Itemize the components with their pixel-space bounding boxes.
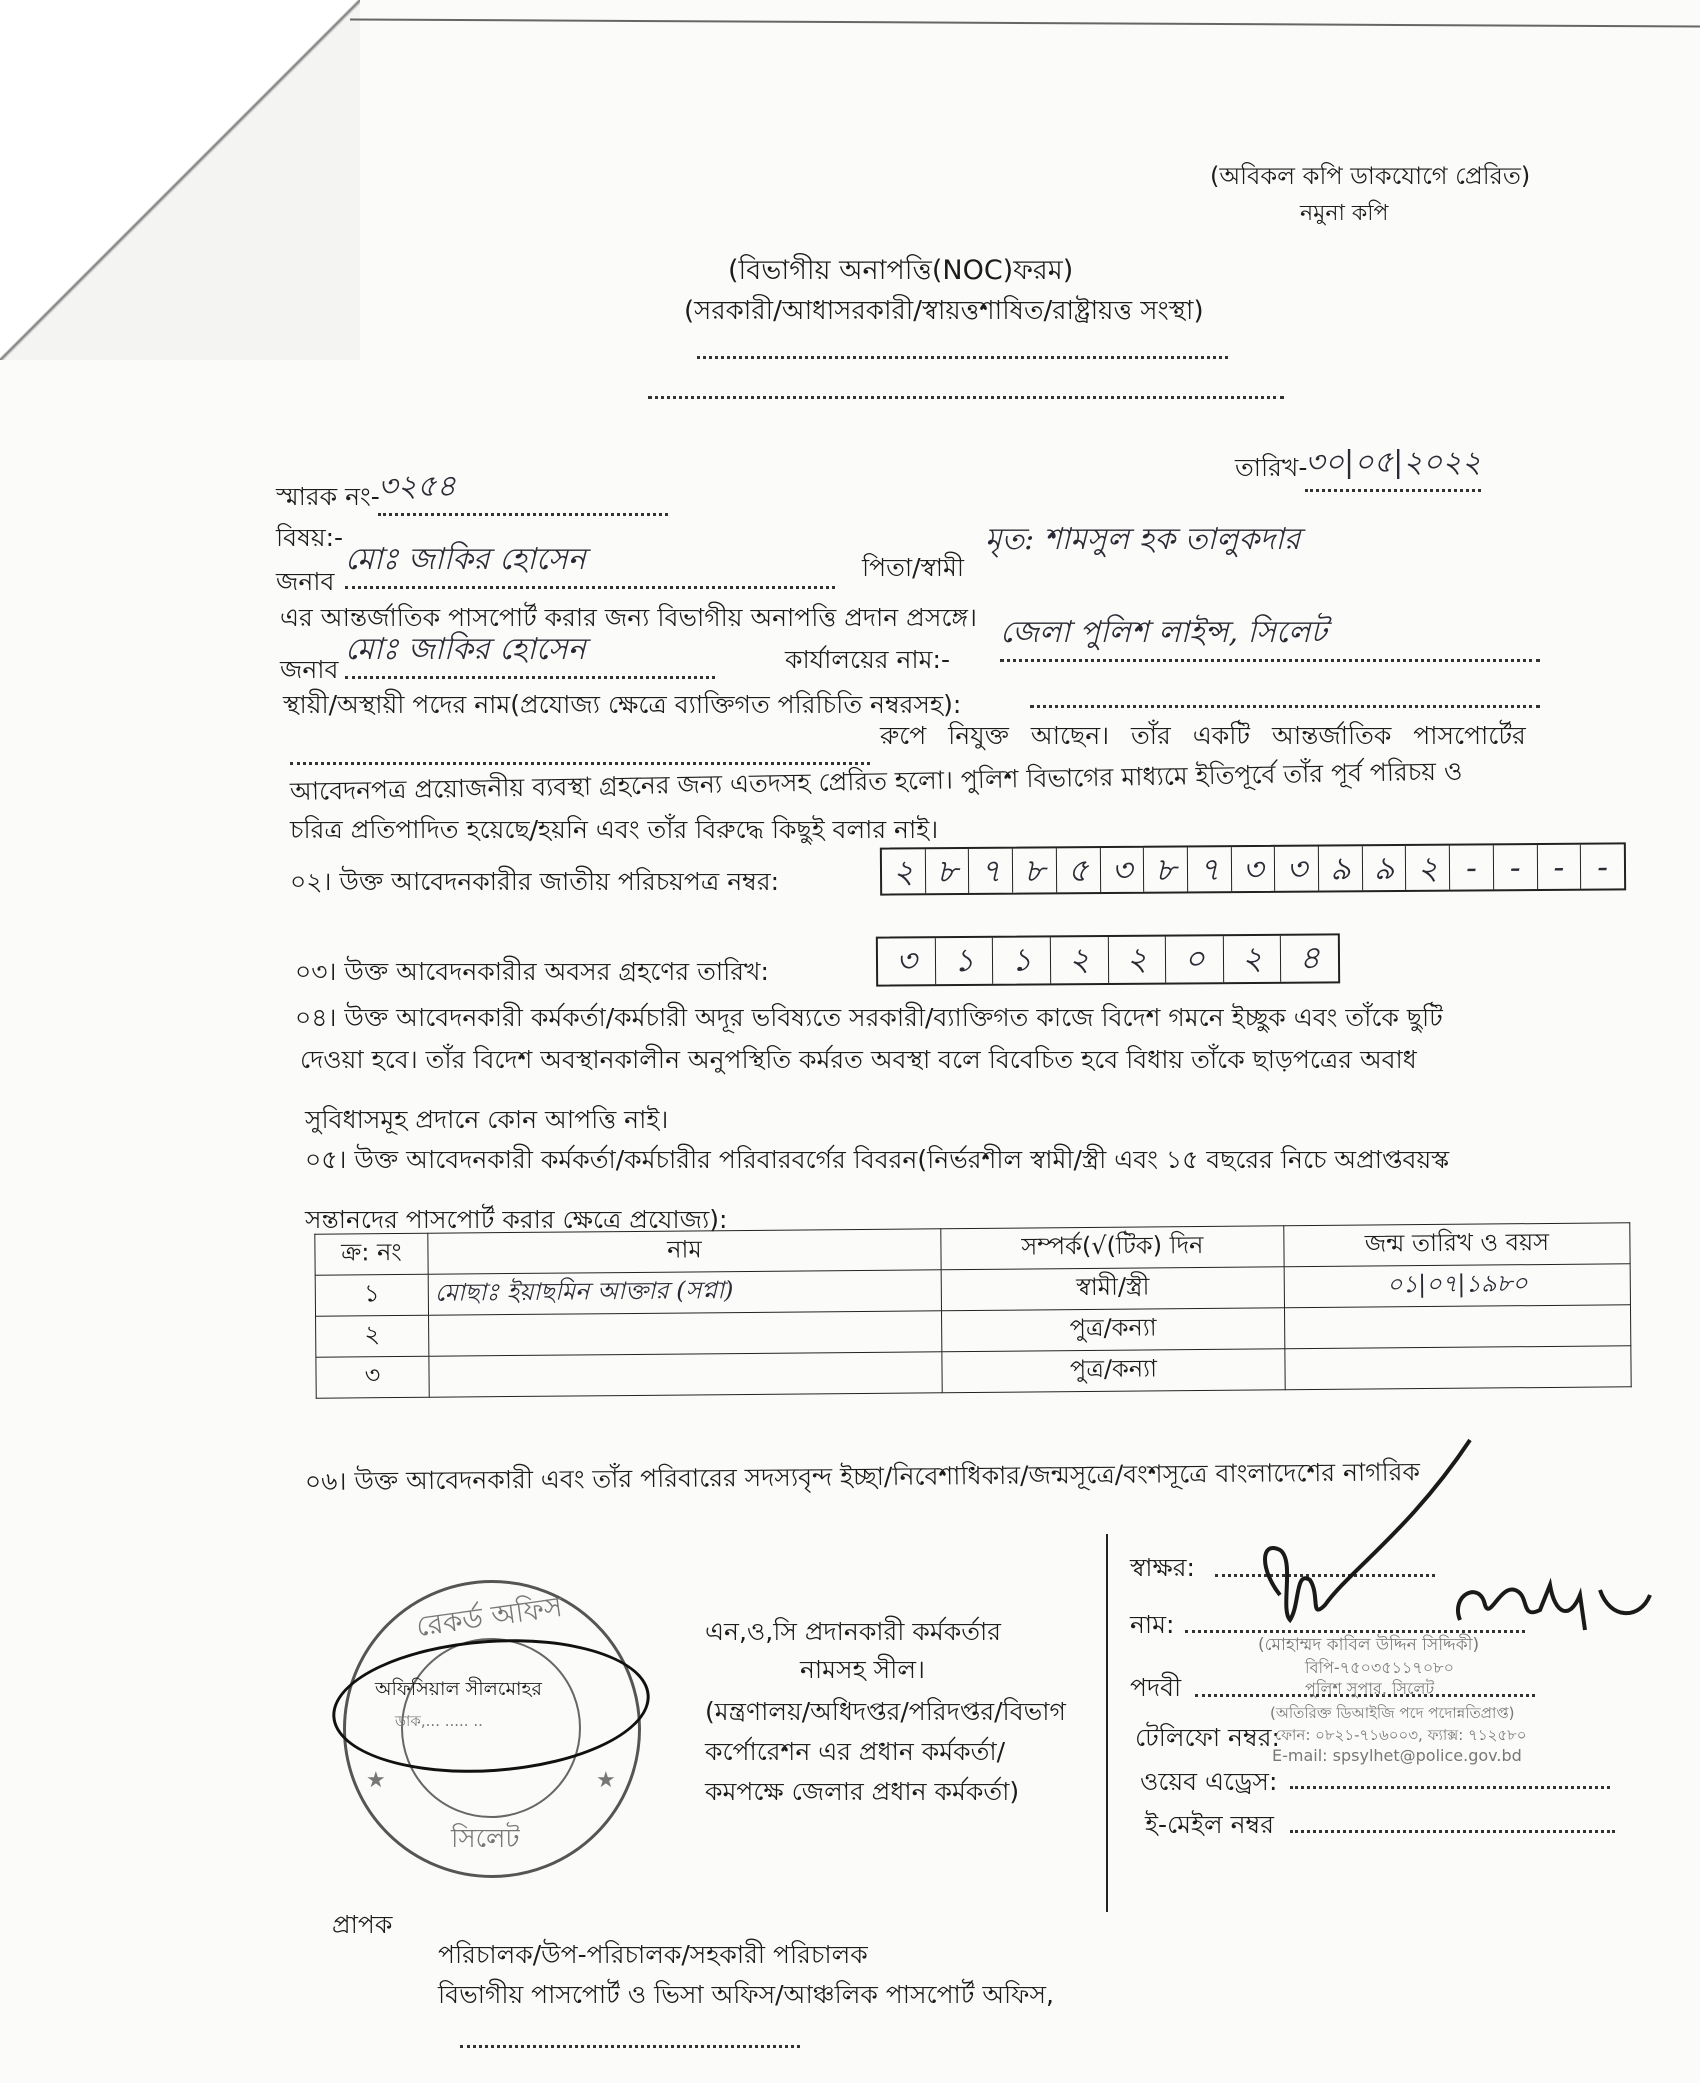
digit-box: ৩ [1275, 847, 1319, 891]
clause-04-line-3: সুবিধাসমূহ প্রদানে কোন আপত্তি নাই। [305, 1105, 669, 1134]
digit-box: ১ [935, 938, 993, 984]
email-field [1290, 1830, 1615, 1833]
officer-stamp-designation: পুলিশ সুপার, সিলেট [1305, 1679, 1435, 1698]
cell-dob [1285, 1346, 1631, 1390]
post-field[interactable] [1030, 705, 1540, 708]
folded-corner [0, 0, 360, 360]
digit-box: ২ [882, 849, 926, 893]
sample-copy: নমুনা কপি [1300, 201, 1389, 226]
form-title: (বিভাগীয় অনাপত্তি(NOC)ফরম) [728, 255, 1074, 286]
cell-relation: পুত্র/কন্যা [942, 1349, 1285, 1393]
form-subtitle: (সরকারী/আধাসরকারী/স্বায়ত্তশাষিত/রাষ্ট্রায়ত্ত সংস্থা) [684, 296, 1204, 326]
recipient-line-1: পরিচালক/উপ-পরিচালক/সহকারী পরিচালক [438, 1940, 868, 1969]
seal-caption-4: কর্পোরেশন এর প্রধান কর্মকর্তা/ [705, 1737, 1006, 1766]
digit-box: ৯ [1363, 846, 1407, 890]
digit-box: ২ [1224, 936, 1282, 982]
cell-serial: ২ [316, 1315, 429, 1357]
web-field [1290, 1786, 1610, 1789]
stamp-top-text: রেকর্ড অফিস [414, 1589, 565, 1644]
clause-04-line-1: ০৪। উক্ত আবেদনকারী কর্মকর্তা/কর্মচারী অদূর ভবিষ্যতে সরকারী/ব্যাক্তিগত কাজে বিদেশ গমনে ইচ্ছুক এবং তাঁকে ছুটি [295, 1003, 1443, 1032]
post-label: স্থায়ী/অস্থায়ী পদের নাম(প্রযোজ্য ক্ষেত্রে ব্যাক্তিগত পরিচিতি নম্বরসহ): [283, 690, 962, 719]
digit-box: ৩ [878, 938, 936, 984]
para-1: রুপে নিযুক্ত আছেন। তাঁর একটি আন্তর্জাতিক পাসপোর্টের [880, 721, 1526, 750]
memo-value: ৩২৫৪ [378, 462, 668, 516]
officer-stamp-bp: বিপি-৭৫০৩৫১১৭০৮০ [1305, 1658, 1455, 1677]
seal-caption-5: কমপক্ষে জেলার প্রধান কর্মকর্তা) [705, 1777, 1020, 1806]
nid-label: ০২। উক্ত আবেদনকারীর জাতীয় পরিচয়পত্র নম্বর: [290, 867, 780, 896]
cell-name [429, 1311, 942, 1356]
recipient-label: প্রাপক [332, 1910, 393, 1939]
recipient-office-field [460, 2045, 800, 2048]
col-header-dob: জন্ম তারিখ ও বয়স [1284, 1223, 1630, 1267]
para-2: আবেদনপত্র প্রয়োজনীয় ব্যবস্থা গ্রহনের জন্য এতদসহ প্রেরিত হলো। পুলিশ বিভাগের মাধ্যমে ইতিপূর্বে তাঁর পূর্ব পরিচয় ও [289, 756, 1463, 806]
cell-name [429, 1352, 942, 1397]
cell-relation: পুত্র/কন্যা [942, 1308, 1285, 1352]
name-label: নাম: [1130, 1610, 1175, 1639]
signature-label: স্বাক্ষর: [1130, 1553, 1195, 1582]
digit-box: ৮ [926, 849, 970, 893]
seal-caption-2: নামসহ সীল। [800, 1655, 925, 1684]
dotted-line [648, 396, 1284, 399]
retirement-date-boxes [876, 933, 1340, 986]
digit-box: - [1537, 845, 1581, 889]
cell-dob [1284, 1305, 1630, 1349]
cell-dob: ০১|০৭|১৯৮০ [1284, 1264, 1630, 1308]
digit-box: ৩ [1100, 848, 1144, 892]
col-header-serial: ক্র: নং [315, 1233, 428, 1275]
applicant-name: মোঃ জাকির হোসেন [345, 535, 835, 589]
cell-relation: স্বামী/স্ত্রী [941, 1267, 1284, 1311]
digit-box: ৮ [1144, 847, 1188, 891]
digit-box: ৯ [1319, 846, 1363, 890]
dotted-line [697, 356, 1228, 359]
signature [1200, 1420, 1700, 1650]
digit-box: ০ [1166, 936, 1224, 982]
col-header-name: নাম [428, 1229, 941, 1274]
cell-name: মোছাঃ ইয়াছমিন আক্তার (সপ্না) [428, 1270, 941, 1315]
family-table [314, 1222, 1631, 1398]
applicant-name-2: মোঃ জাকির হোসেন [345, 625, 715, 679]
officer-stamp-promotion: (অতিরিক্ত ডিআইজি পদে পদোন্নতিপ্রাপ্ত) [1270, 1704, 1515, 1722]
date-label: তারিখ- [1235, 453, 1308, 482]
web-label: ওয়েব এড্রেস: [1140, 1767, 1278, 1796]
digit-box: ৫ [1057, 848, 1101, 892]
date-value: ৩০|০৫|২০২২ [1305, 438, 1481, 492]
email-label: ই-মেইল নম্বর [1145, 1810, 1275, 1839]
nid-number-boxes [880, 842, 1626, 895]
cell-serial: ১ [315, 1274, 428, 1316]
seal-caption-1: এন,ও,সি প্রদানকারী কর্মকর্তার [705, 1617, 1002, 1646]
col-header-relation: সম্পর্ক(√(টিক) দিন [941, 1226, 1284, 1270]
recipient-line-2: বিভাগীয় পাসপোর্ট ও ভিসা অফিস/আঞ্চলিক পাসপোর্ট অফিস, [438, 1980, 1054, 2009]
office-stamp: রেকর্ড অফিস সিলেট ★ ★ [343, 1580, 641, 1878]
seal-dak: ডাক,... ..... .. [395, 1712, 483, 1730]
page-edge [350, 18, 1700, 27]
copy-note: (অবিকল কপি ডাকযোগে প্রেরিত) [1210, 162, 1531, 190]
designation-label: পদবী [1130, 1673, 1182, 1702]
official-seal-label: অফিসিয়াল সীলমোহর [375, 1678, 542, 1700]
digit-box: ৩ [1231, 847, 1275, 891]
clause-05-line-2: সন্তানদের পাসপোর্ট করার ক্ষেত্রে প্রযোজ্য): [305, 1205, 728, 1234]
digit-box: ২ [1406, 846, 1450, 890]
digit-box: ২ [1051, 937, 1109, 983]
digit-box: ২ [1108, 937, 1166, 983]
digit-box: ১ [993, 937, 1051, 983]
divider [1106, 1534, 1108, 1912]
digit-box: - [1597, 847, 1609, 886]
mr-label-2: জনাব [280, 655, 339, 684]
digit-box: ৭ [1188, 847, 1232, 891]
clause-06: ০৬। উক্ত আবেদনকারী এবং তাঁর পরিবারের সদস্যবৃন্দ ইচ্ছা/নিবেশাধিকার/জন্মসূত্রে/বংশসূত্রে বাংলাদেশের নাগরিক [304, 1457, 1421, 1496]
father-label: পিতা/স্বামী [862, 553, 965, 582]
digit-box: - [1450, 845, 1494, 889]
digit-box: ৮ [1013, 848, 1057, 892]
retirement-label: ০৩। উক্ত আবেদনকারীর অবসর গ্রহণের তারিখ: [295, 957, 769, 986]
officer-stamp-phone: ফোন: ০৮২১-৭১৬০০৩, ফ্যাক্স: ৭১২৫৮০ [1275, 1726, 1527, 1744]
clause-05-line-1: ০৫। উক্ত আবেদনকারী কর্মকর্তা/কর্মচারীর পরিবারবর্গের বিবরন(নির্ভরশীল স্বামী/স্ত্রী এবং ১৫ বছরের নিচে অপ্রাপ্তবয়স্ক [305, 1145, 1450, 1174]
phone-label: টেলিফো নম্বর: [1135, 1723, 1280, 1752]
seal-caption-3: (মন্ত্রণালয়/অধিদপ্তর/পরিদপ্তর/বিভাগ [705, 1697, 1066, 1726]
digit-box: ৪ [1299, 938, 1321, 977]
clause-04-line-2: দেওয়া হবে। তাঁর বিদেশ অবস্থানকালীন অনুপস্থিতি কর্মরত অবস্থা বলে বিবেচিত হবে বিধায় তাঁকে ছাড়পত্রের অবাধ [300, 1045, 1417, 1074]
stamp-bottom-text: সিলেট [451, 1824, 520, 1854]
subject-label: বিষয়:- [276, 523, 344, 552]
subject-line: এর আন্তর্জাতিক পাসপোর্ট করার জন্য বিভাগীয় অনাপত্তি প্রদান প্রসঙ্গে। [280, 603, 977, 632]
digit-box: ৭ [969, 849, 1013, 893]
memo-label: স্মারক নং- [276, 482, 380, 511]
digit-box: - [1494, 845, 1538, 889]
cell-serial: ৩ [316, 1356, 429, 1398]
office-name: জেলা পুলিশ লাইন্স, সিলেট [1000, 608, 1540, 662]
officer-stamp-email: E-mail: spsylhet@police.gov.bd [1272, 1746, 1522, 1765]
mr-label: জনাব [276, 567, 335, 596]
office-label: কার্যালয়ের নাম:- [785, 645, 950, 674]
officer-stamp-name: (মোহাম্মদ কাবিল উদ্দিন সিদ্দিকী) [1258, 1635, 1480, 1655]
para-3: চরিত্র প্রতিপাদিত হয়েছে/হয়নি এবং তাঁর বিরুদ্ধে কিছুই বলার নাই। [290, 815, 939, 844]
father-name: মৃত: শামসুল হক তালুকদার [985, 522, 1301, 557]
